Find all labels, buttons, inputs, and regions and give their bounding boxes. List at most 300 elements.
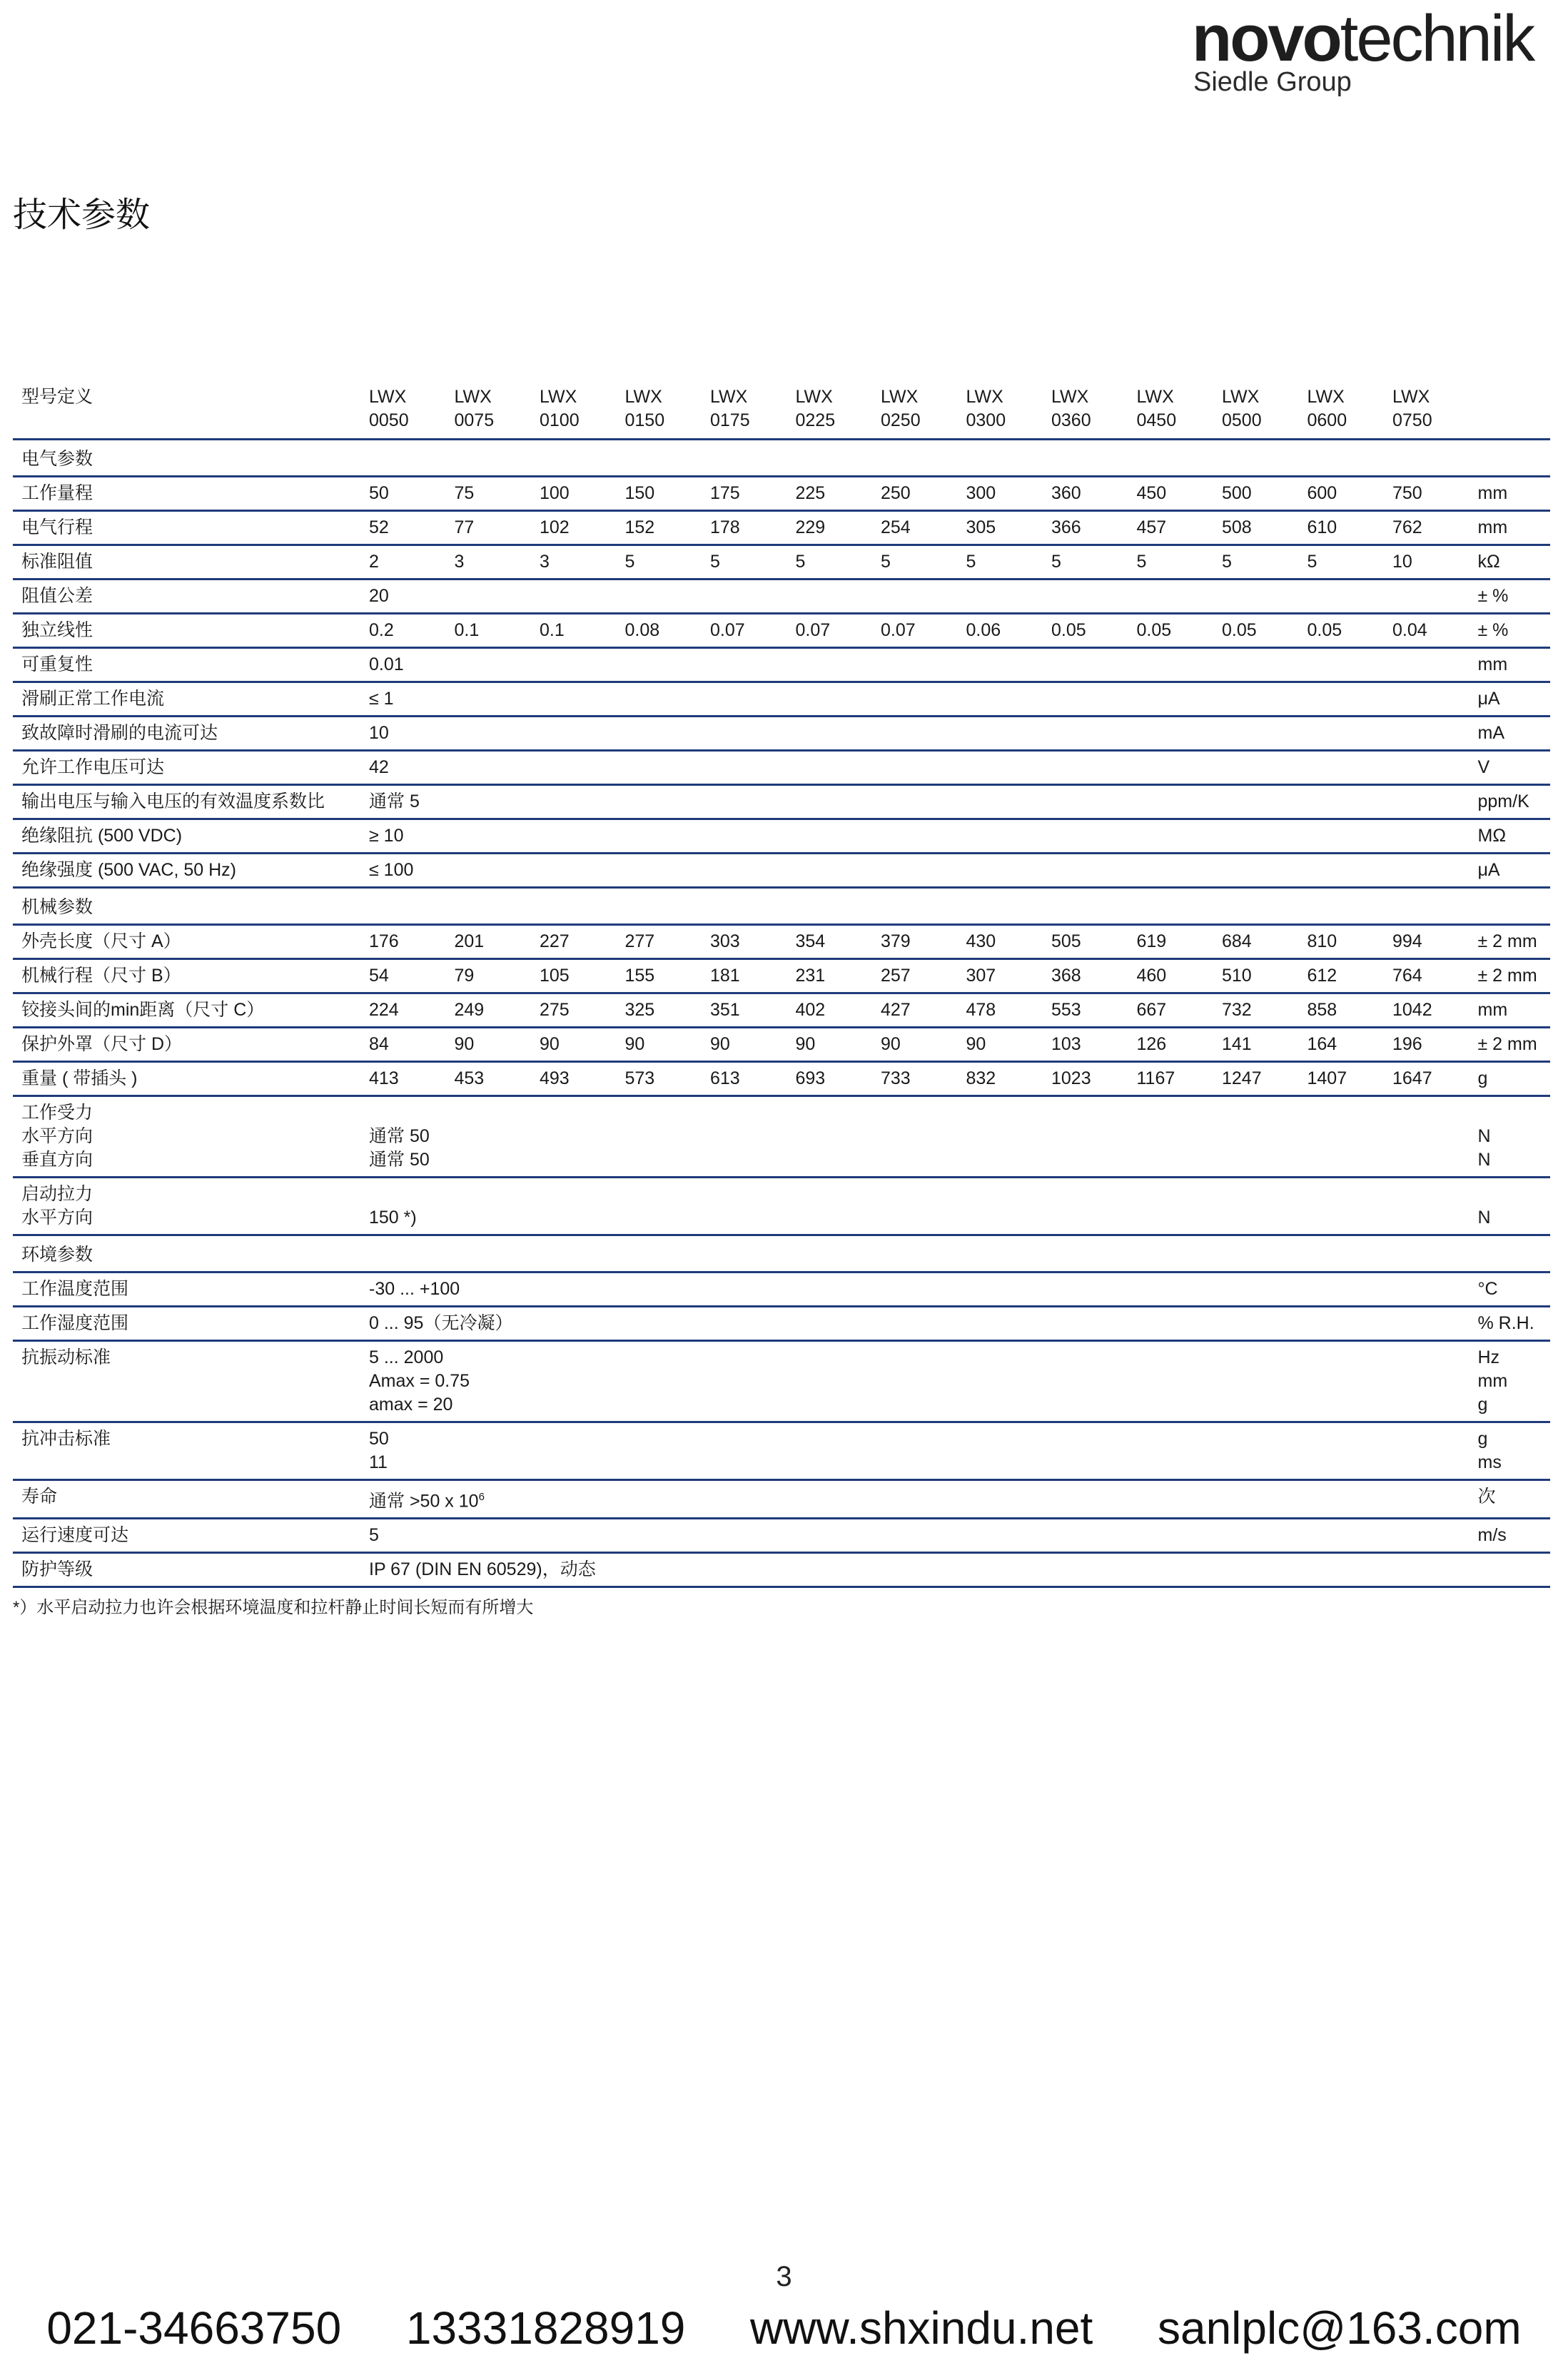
param-value: 612	[1299, 959, 1385, 993]
param-value: 500	[1213, 477, 1299, 511]
param-value: 77	[446, 511, 532, 545]
spec-row	[13, 545, 1550, 580]
spec-row	[13, 1341, 1550, 1422]
param-value: 5	[617, 545, 702, 580]
param-unit	[1470, 1553, 1550, 1587]
param-value: 20	[360, 580, 1470, 614]
spec-row	[13, 819, 1550, 854]
model-series: LWX	[1392, 387, 1430, 407]
param-value	[360, 1341, 1470, 1422]
model-header-cell	[446, 378, 532, 440]
param-value: 610	[1299, 511, 1385, 545]
param-value: 201	[446, 925, 532, 959]
param-unit: mm	[1470, 477, 1550, 511]
model-header-cell	[872, 378, 958, 440]
param-label: 允许工作电压可达	[13, 751, 360, 785]
life-value-text: 通常 >50 x 10	[369, 1491, 479, 1512]
model-header-cell	[702, 378, 787, 440]
model-code: 0150	[624, 410, 665, 430]
param-value: 460	[1128, 959, 1214, 993]
model-header-label: 型号定义	[13, 378, 360, 440]
param-unit: ± %	[1470, 614, 1550, 648]
param-value: 84	[360, 1028, 446, 1062]
param-value: 354	[787, 925, 873, 959]
param-value: 79	[446, 959, 532, 993]
param-label-line: 启动拉力	[21, 1184, 93, 1204]
param-value: 257	[872, 959, 958, 993]
model-code: 0250	[881, 410, 921, 430]
param-label	[13, 1096, 360, 1178]
model-header-cell	[617, 378, 702, 440]
param-unit: m/s	[1470, 1519, 1550, 1553]
param-label: 电气行程	[13, 511, 360, 545]
life-exponent: 6	[478, 1491, 485, 1503]
param-value: 249	[446, 993, 532, 1028]
param-label: 绝缘强度 (500 VAC, 50 Hz)	[13, 854, 360, 888]
param-value	[360, 1096, 1470, 1178]
param-value: -30 ... +100	[360, 1272, 1470, 1307]
param-value: 493	[531, 1062, 617, 1096]
model-header-cell	[787, 378, 873, 440]
param-value-line: 50	[369, 1429, 389, 1449]
param-value: 227	[531, 925, 617, 959]
param-value: 379	[872, 925, 958, 959]
param-unit: ± 2 mm	[1470, 925, 1550, 959]
param-label: 防护等级	[13, 1553, 360, 1587]
param-label-line: 水平方向	[21, 1126, 93, 1146]
param-value: 764	[1384, 959, 1470, 993]
param-value: 275	[531, 993, 617, 1028]
param-value: 164	[1299, 1028, 1385, 1062]
param-value: 553	[1043, 993, 1128, 1028]
spec-row	[13, 440, 1550, 477]
param-value: 810	[1299, 925, 1385, 959]
param-value: 1407	[1299, 1062, 1385, 1096]
param-value-line: amax = 20	[369, 1395, 453, 1415]
param-value: 0.1	[446, 614, 532, 648]
param-value: 224	[360, 993, 446, 1028]
param-label-line: 抗振动标准	[21, 1347, 111, 1367]
param-value: 52	[360, 511, 446, 545]
contact-phone-2: 13331828919	[405, 2302, 686, 2354]
param-value: 0.2	[360, 614, 446, 648]
spec-row	[13, 959, 1550, 993]
section-heading: 电气参数	[13, 440, 1550, 477]
param-label: 外壳长度（尺寸 A）	[13, 925, 360, 959]
spec-row	[13, 1178, 1550, 1235]
param-value: 478	[958, 993, 1043, 1028]
param-unit	[1470, 1341, 1550, 1422]
param-value: 366	[1043, 511, 1128, 545]
spec-row	[13, 1096, 1550, 1178]
model-series: LWX	[1136, 387, 1174, 407]
spec-row	[13, 511, 1550, 545]
spec-row	[13, 580, 1550, 614]
param-value	[360, 1422, 1470, 1480]
param-label-line: 水平方向	[21, 1208, 93, 1228]
param-unit-line: ms	[1477, 1452, 1502, 1472]
param-value: 150	[617, 477, 702, 511]
param-unit: g	[1470, 1062, 1550, 1096]
param-unit	[1470, 1422, 1550, 1480]
param-label: 铰接头间的min距离（尺寸 C）	[13, 993, 360, 1028]
param-value: 229	[787, 511, 873, 545]
model-header-cell	[1299, 378, 1385, 440]
param-unit: MΩ	[1470, 819, 1550, 854]
param-value: 175	[702, 477, 787, 511]
param-value: 457	[1128, 511, 1214, 545]
param-label-line: 垂直方向	[21, 1150, 93, 1170]
param-value: 50	[360, 477, 446, 511]
param-value: 368	[1043, 959, 1128, 993]
param-value-line: Amax = 0.75	[369, 1371, 470, 1391]
param-value: 402	[787, 993, 873, 1028]
model-header-cell	[1213, 378, 1299, 440]
param-value: 305	[958, 511, 1043, 545]
param-value: 254	[872, 511, 958, 545]
param-value: 5	[702, 545, 787, 580]
param-value: 5	[958, 545, 1043, 580]
footnote: *）水平启动拉力也许会根据环境温度和拉杆静止时间长短而有所增大	[13, 1598, 534, 1617]
param-value: ≥ 10	[360, 819, 1470, 854]
param-value: 5	[360, 1519, 1470, 1553]
param-label: 阻值公差	[13, 580, 360, 614]
logo-group-name: Siedle Group	[1193, 67, 1352, 97]
param-value-line	[369, 1183, 1470, 1206]
param-value: 5	[1128, 545, 1214, 580]
model-series: LWX	[454, 387, 492, 407]
param-unit-line: N	[1477, 1208, 1491, 1228]
logo-brand-bold: novo	[1192, 2, 1340, 75]
model-series: LWX	[710, 387, 748, 407]
param-value: 307	[958, 959, 1043, 993]
spec-row	[13, 1235, 1550, 1272]
model-series: LWX	[1051, 387, 1089, 407]
param-value: 3	[531, 545, 617, 580]
model-header-cell	[1128, 378, 1214, 440]
param-value: 277	[617, 925, 702, 959]
param-value: 100	[531, 477, 617, 511]
param-value: 102	[531, 511, 617, 545]
param-label: 独立线性	[13, 614, 360, 648]
contact-website: www.shxindu.net	[750, 2302, 1093, 2354]
param-value: 733	[872, 1062, 958, 1096]
param-value: 762	[1384, 511, 1470, 545]
model-series: LWX	[795, 387, 833, 407]
model-code: 0360	[1051, 410, 1091, 430]
model-code: 0175	[710, 410, 750, 430]
param-label: 重量 ( 带插头 )	[13, 1062, 360, 1096]
param-value: 832	[958, 1062, 1043, 1096]
param-value: 453	[446, 1062, 532, 1096]
spec-row	[13, 1553, 1550, 1587]
param-unit	[1470, 1178, 1550, 1235]
param-value: 684	[1213, 925, 1299, 959]
param-value: 90	[787, 1028, 873, 1062]
param-unit-line: Hz	[1477, 1347, 1500, 1367]
spec-row	[13, 785, 1550, 819]
param-unit: kΩ	[1470, 545, 1550, 580]
spec-row	[13, 378, 1550, 440]
param-value: 300	[958, 477, 1043, 511]
spec-row	[13, 1028, 1550, 1062]
param-value	[360, 1480, 1470, 1519]
spec-row	[13, 888, 1550, 925]
param-label: 输出电压与输入电压的有效温度系数比	[13, 785, 360, 819]
spec-row	[13, 1480, 1550, 1519]
param-label-line: 抗冲击标准	[21, 1429, 111, 1449]
param-value: 90	[617, 1028, 702, 1062]
page-number: 3	[776, 2261, 792, 2292]
spec-row	[13, 1307, 1550, 1341]
model-header-cell	[958, 378, 1043, 440]
param-value: 75	[446, 477, 532, 511]
model-series: LWX	[624, 387, 662, 407]
param-label	[13, 1341, 360, 1422]
param-value: ≤ 1	[360, 682, 1470, 717]
spec-row	[13, 1272, 1550, 1307]
param-value: 0.01	[360, 648, 1470, 682]
param-value: 105	[531, 959, 617, 993]
param-value: 510	[1213, 959, 1299, 993]
param-value: 0.08	[617, 614, 702, 648]
spec-row	[13, 993, 1550, 1028]
param-value: 1167	[1128, 1062, 1214, 1096]
param-value: 732	[1213, 993, 1299, 1028]
param-value-line: 通常 50	[369, 1150, 430, 1170]
model-series: LWX	[966, 387, 1003, 407]
param-value: ≤ 100	[360, 854, 1470, 888]
spec-row	[13, 1062, 1550, 1096]
model-code: 0300	[966, 410, 1006, 430]
param-label: 工作湿度范围	[13, 1307, 360, 1341]
page-title: 技术参数	[13, 196, 151, 234]
param-value: 1647	[1384, 1062, 1470, 1096]
model-code: 0225	[795, 410, 836, 430]
param-unit-line: mm	[1477, 1371, 1508, 1391]
param-value: 994	[1384, 925, 1470, 959]
param-unit: μA	[1470, 682, 1550, 717]
spec-row	[13, 477, 1550, 511]
param-value: 54	[360, 959, 446, 993]
param-unit-line	[1478, 1101, 1550, 1125]
param-value-line: 150 *)	[369, 1208, 417, 1228]
param-value: 90	[958, 1028, 1043, 1062]
param-label: 机械行程（尺寸 B）	[13, 959, 360, 993]
model-series: LWX	[1307, 387, 1345, 407]
param-unit: V	[1470, 751, 1550, 785]
param-value: 5	[787, 545, 873, 580]
param-label: 保护外罩（尺寸 D）	[13, 1028, 360, 1062]
param-value: 225	[787, 477, 873, 511]
param-value: 427	[872, 993, 958, 1028]
contact-bar	[0, 2302, 1568, 2354]
param-value: 573	[617, 1062, 702, 1096]
param-value: 450	[1128, 477, 1214, 511]
param-value: 0.05	[1213, 614, 1299, 648]
contact-phone-1: 021-34663750	[46, 2302, 342, 2354]
param-unit-line: g	[1477, 1429, 1488, 1449]
model-header-cell	[1043, 378, 1128, 440]
novotechnik-logo	[1192, 2, 1534, 98]
param-value: 3	[446, 545, 532, 580]
param-value: 5	[1213, 545, 1299, 580]
param-unit: ± 2 mm	[1470, 1028, 1550, 1062]
param-value: 619	[1128, 925, 1214, 959]
param-value: 430	[958, 925, 1043, 959]
param-unit: % R.H.	[1470, 1307, 1550, 1341]
param-label: 标准阻值	[13, 545, 360, 580]
param-value: 600	[1299, 477, 1385, 511]
param-unit-line: g	[1477, 1395, 1488, 1415]
param-value: 0.07	[872, 614, 958, 648]
param-value: 1247	[1213, 1062, 1299, 1096]
param-value: 505	[1043, 925, 1128, 959]
model-code: 0500	[1222, 410, 1262, 430]
param-value: 231	[787, 959, 873, 993]
param-value: 5	[872, 545, 958, 580]
param-label: 致故障时滑刷的电流可达	[13, 717, 360, 751]
param-value: IP 67 (DIN EN 60529)，动态	[360, 1553, 1470, 1587]
param-value-line: 11	[369, 1452, 388, 1472]
param-value: 176	[360, 925, 446, 959]
param-value: 178	[702, 511, 787, 545]
param-value: 1042	[1384, 993, 1470, 1028]
param-value: 90	[531, 1028, 617, 1062]
param-unit-line: N	[1477, 1150, 1491, 1170]
param-label-line: 工作受力	[21, 1103, 93, 1123]
param-label: 寿命	[13, 1480, 360, 1519]
param-value: 10	[360, 717, 1470, 751]
param-value: 750	[1384, 477, 1470, 511]
param-label: 滑刷正常工作电流	[13, 682, 360, 717]
param-value: 667	[1128, 993, 1214, 1028]
param-value: 508	[1213, 511, 1299, 545]
param-value: 858	[1299, 993, 1385, 1028]
param-value: 152	[617, 511, 702, 545]
param-label: 可重复性	[13, 648, 360, 682]
param-value: 2	[360, 545, 446, 580]
param-value: 0.06	[958, 614, 1043, 648]
section-heading: 环境参数	[13, 1235, 1550, 1272]
param-value: 325	[617, 993, 702, 1028]
param-unit-line: N	[1477, 1126, 1491, 1146]
contact-email: sanlplc@163.com	[1157, 2302, 1522, 2354]
model-header-cell	[1384, 378, 1470, 440]
model-code: 0600	[1307, 410, 1347, 430]
param-unit: ppm/K	[1470, 785, 1550, 819]
param-unit: °C	[1470, 1272, 1550, 1307]
param-unit: mm	[1470, 993, 1550, 1028]
logo-wordmark	[1192, 2, 1534, 75]
model-header-cell	[531, 378, 617, 440]
param-value: 1023	[1043, 1062, 1128, 1096]
param-value: 693	[787, 1062, 873, 1096]
param-value: 10	[1384, 545, 1470, 580]
param-label: 绝缘阻抗 (500 VDC)	[13, 819, 360, 854]
section-heading: 机械参数	[13, 888, 1550, 925]
param-value: 5	[1299, 545, 1385, 580]
param-value: 155	[617, 959, 702, 993]
model-code: 0100	[540, 410, 580, 430]
model-series: LWX	[369, 387, 407, 407]
param-unit: ± 2 mm	[1470, 959, 1550, 993]
model-code: 0075	[454, 410, 495, 430]
param-value: 5	[1043, 545, 1128, 580]
spec-row	[13, 1519, 1550, 1553]
param-value: 90	[702, 1028, 787, 1062]
param-unit-line	[1478, 1183, 1550, 1206]
param-value-line: 5 ... 2000	[369, 1347, 444, 1367]
spec-row	[13, 614, 1550, 648]
param-value	[360, 1178, 1470, 1235]
param-value: 0.07	[787, 614, 873, 648]
spec-row	[13, 648, 1550, 682]
model-series: LWX	[881, 387, 919, 407]
param-value: 0.05	[1128, 614, 1214, 648]
param-value: 360	[1043, 477, 1128, 511]
param-value: 42	[360, 751, 1470, 785]
param-value: 303	[702, 925, 787, 959]
model-code: 0050	[369, 410, 409, 430]
param-value: 250	[872, 477, 958, 511]
param-value: 0.1	[531, 614, 617, 648]
param-value: 351	[702, 993, 787, 1028]
spec-row	[13, 854, 1550, 888]
param-unit: mm	[1470, 648, 1550, 682]
param-unit	[1470, 1096, 1550, 1178]
param-label: 工作温度范围	[13, 1272, 360, 1307]
param-value: 126	[1128, 1028, 1214, 1062]
param-value: 0.04	[1384, 614, 1470, 648]
spec-row	[13, 925, 1550, 959]
param-value-line	[369, 1101, 1470, 1125]
param-value: 0 ... 95（无冷凝）	[360, 1307, 1470, 1341]
param-value: 196	[1384, 1028, 1470, 1062]
param-value: 103	[1043, 1028, 1128, 1062]
logo-brand-light: technik	[1340, 2, 1534, 75]
param-label	[13, 1422, 360, 1480]
spec-row	[13, 717, 1550, 751]
param-value-line: 通常 50	[369, 1126, 430, 1146]
param-value: 90	[446, 1028, 532, 1062]
param-label: 工作量程	[13, 477, 360, 511]
param-value: 181	[702, 959, 787, 993]
param-unit: ± %	[1470, 580, 1550, 614]
param-unit: mm	[1470, 511, 1550, 545]
spec-row	[13, 751, 1550, 785]
param-label	[13, 1178, 360, 1235]
spec-row	[13, 1422, 1550, 1480]
param-unit: mA	[1470, 717, 1550, 751]
param-value: 通常 5	[360, 785, 1470, 819]
model-code: 0750	[1392, 410, 1432, 430]
model-series: LWX	[540, 387, 577, 407]
param-value: 90	[872, 1028, 958, 1062]
model-header-cell	[360, 378, 446, 440]
param-label: 运行速度可达	[13, 1519, 360, 1553]
model-code: 0450	[1136, 410, 1177, 430]
spec-row	[13, 682, 1550, 717]
param-unit: 次	[1470, 1480, 1550, 1519]
param-value: 613	[702, 1062, 787, 1096]
spec-table	[13, 378, 1550, 1588]
param-value: 0.05	[1299, 614, 1385, 648]
unit-header-cell	[1470, 378, 1550, 440]
param-value: 141	[1213, 1028, 1299, 1062]
param-value: 0.05	[1043, 614, 1128, 648]
model-series: LWX	[1222, 387, 1260, 407]
